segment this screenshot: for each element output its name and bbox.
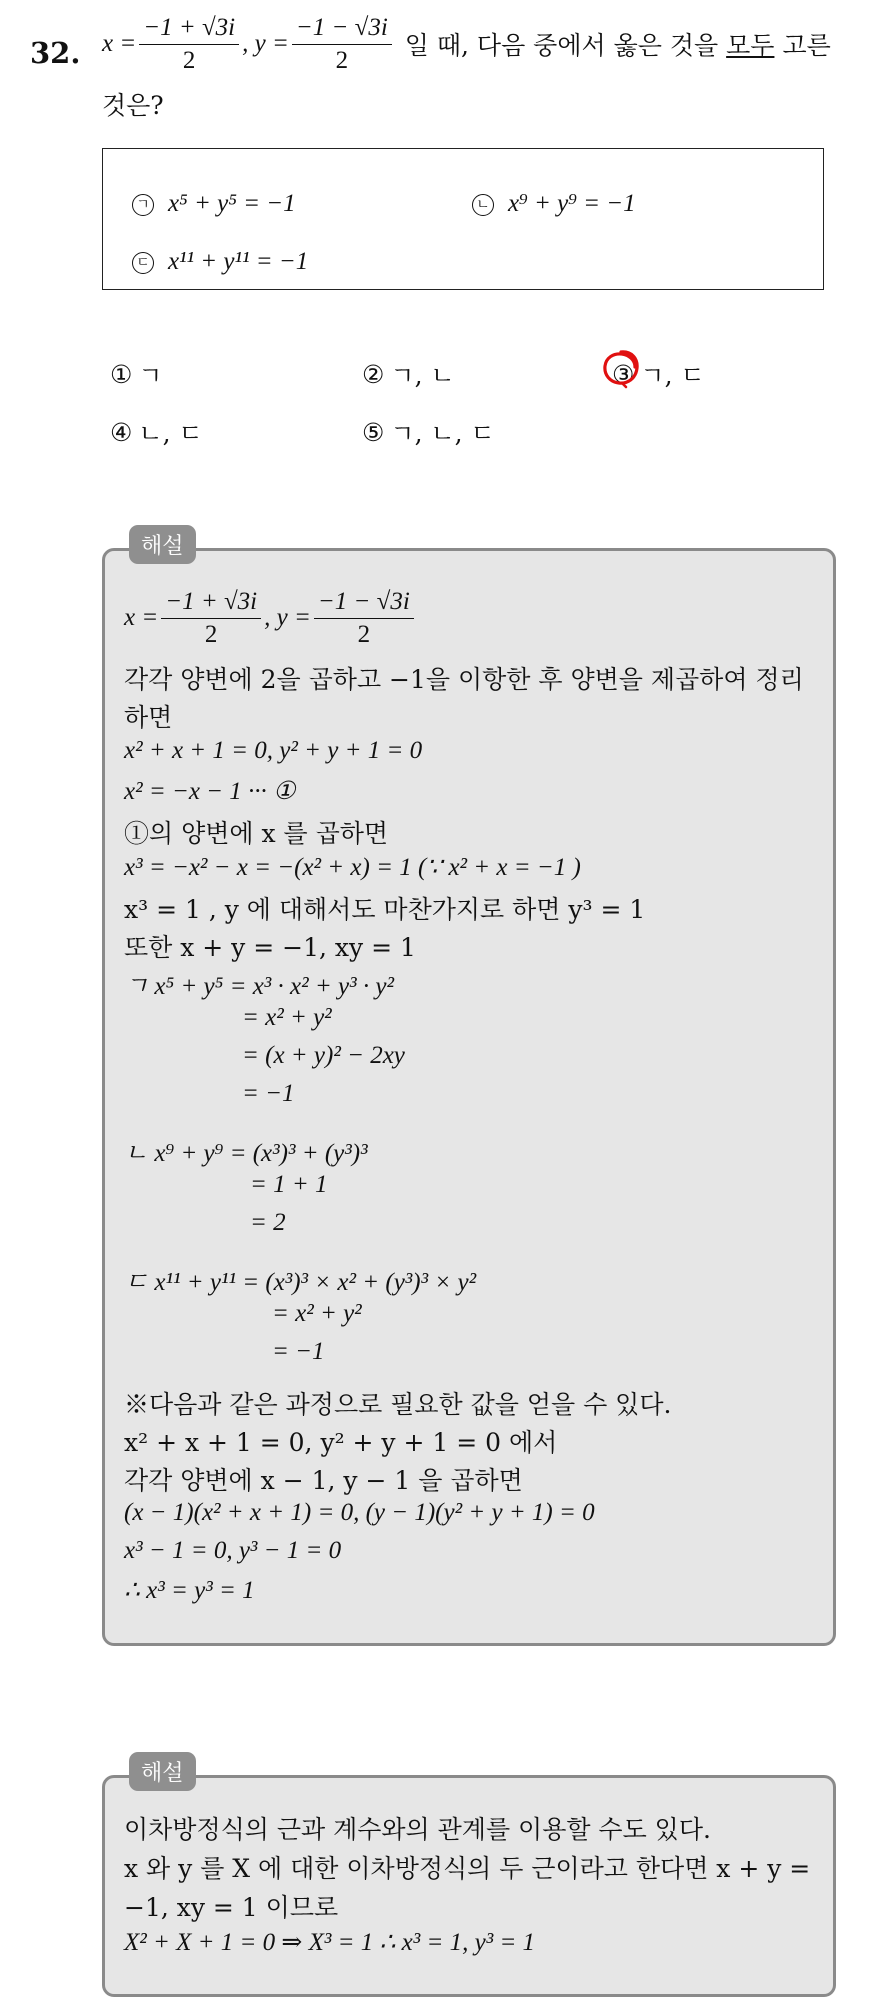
y-numerator: −1 − √3i: [314, 588, 414, 619]
x-equals: x =: [102, 30, 137, 57]
choice-text: ㄱ, ㄴ, ㄷ: [390, 419, 495, 448]
statement-item-3: [132, 246, 308, 276]
choice-text: ㄱ, ㄴ: [390, 361, 455, 390]
solution-line: = −1: [272, 1338, 325, 1365]
choice-1[interactable]: [110, 356, 163, 392]
choice-text: ㄴ, ㄷ: [138, 419, 203, 448]
solution-line: x 와 y 를 X 에 대한 이차방정식의 두 근이라고 한다면 x + y =: [124, 1854, 811, 1883]
y-denominator: 2: [335, 46, 349, 74]
solution-line: = x² + y²: [242, 1004, 332, 1031]
y-denominator: 2: [357, 620, 371, 648]
statement-text: x⁹ + y⁹ = −1: [507, 190, 636, 217]
choice-number: ④: [110, 417, 133, 447]
y-numerator: −1 − √3i: [292, 14, 392, 45]
solution-line: x² + x + 1 = 0, y² + y + 1 = 0: [124, 737, 423, 764]
solution-line: x³ − 1 = 0, y³ − 1 = 0: [124, 1537, 342, 1564]
question-line-1: [102, 14, 831, 74]
solution-line: X² + X + 1 = 0 ⇒ X³ = 1 ∴ x³ = 1, y³ = 1: [124, 1929, 536, 1956]
x-equals: x =: [124, 604, 159, 631]
marker-nieun: ㄴ: [472, 194, 494, 216]
comma-y-equals: , y =: [242, 30, 289, 57]
y-fraction: [292, 14, 392, 74]
question-underlined-word: 모두: [726, 31, 775, 60]
statement-text: x¹¹ + y¹¹ = −1: [167, 248, 309, 275]
marker-digeut: ㄷ: [132, 252, 154, 274]
x-fraction: [161, 588, 261, 648]
question-number: 32.: [30, 36, 81, 70]
choice-2[interactable]: [362, 356, 455, 392]
solution-line: ※다음과 같은 과정으로 필요한 값을 얻을 수 있다.: [124, 1390, 672, 1419]
solution-line: 또한 x + y = −1, xy = 1: [124, 933, 416, 962]
solution-line: x³ = 1 , y 에 대해서도 마찬가지로 하면 y³ = 1: [124, 895, 646, 924]
solution-line: −1, xy = 1 이므로: [124, 1893, 339, 1922]
solution-line: = x² + y²: [272, 1300, 362, 1327]
solution-line: x² = −x − 1 ··· ①: [124, 778, 296, 805]
solution-line: (x − 1)(x² + x + 1) = 0, (y − 1)(y² + y + 1) = 0: [124, 1499, 595, 1526]
x-numerator: −1 + √3i: [139, 14, 239, 45]
solution-x-y-definition: [124, 588, 417, 648]
question-line-2: 것은?: [102, 91, 164, 120]
solution-line: x³ = −x² − x = −(x² + x) = 1 (∵ x² + x = −1 ): [124, 854, 581, 881]
x-numerator: −1 + √3i: [161, 588, 261, 619]
choice-text: ㄱ, ㄷ: [640, 361, 705, 390]
choice-text: ㄱ: [138, 361, 163, 390]
solution-line: ∴ x³ = y³ = 1: [124, 1577, 255, 1604]
x-denominator: 2: [204, 620, 218, 648]
solution-line: x² + x + 1 = 0, y² + y + 1 = 0 에서: [124, 1428, 558, 1457]
solution-line: 각각 양변에 x − 1, y − 1 을 곱하면: [124, 1466, 523, 1495]
solution-tag-1: 해설: [129, 525, 196, 564]
choice-3[interactable]: [612, 356, 705, 392]
x-denominator: 2: [182, 46, 196, 74]
solution-line: 하면: [124, 703, 173, 732]
y-fraction: [314, 588, 414, 648]
solution-line: = (x + y)² − 2xy: [242, 1042, 405, 1069]
solution-tag-2: 해설: [129, 1752, 196, 1791]
choice-number: ⑤: [362, 417, 385, 447]
statement-item-2: [472, 188, 636, 218]
solution-panel-2: [102, 1775, 836, 1997]
marker-giyeok: ㄱ: [132, 194, 154, 216]
statement-text: x⁵ + y⁵ = −1: [167, 190, 296, 217]
choice-number: ③: [612, 359, 635, 389]
solution-line: ㄷ x¹¹ + y¹¹ = (x³)³ × x² + (y³)³ × y²: [124, 1269, 477, 1296]
comma-y-equals: , y =: [264, 604, 311, 631]
x-fraction: [139, 14, 239, 74]
statement-item-1: [132, 188, 296, 218]
solution-line: = −1: [242, 1080, 295, 1107]
choice-5[interactable]: [362, 414, 495, 450]
solution-line: = 2: [250, 1209, 286, 1236]
question-text-a: 일 때, 다음 중에서 옳은 것을: [404, 31, 719, 60]
solution-line: = 1 + 1: [250, 1171, 328, 1198]
choice-4[interactable]: [110, 414, 203, 450]
solution-line: ㄱ x⁵ + y⁵ = x³ · x² + y³ · y²: [124, 973, 394, 1000]
solution-line: 각각 양변에 2을 곱하고 −1을 이항한 후 양변을 제곱하여 정리: [124, 665, 804, 694]
choice-number: ①: [110, 359, 133, 389]
choice-number: ②: [362, 359, 385, 389]
solution-line: ㄴ x⁹ + y⁹ = (x³)³ + (y³)³: [124, 1140, 368, 1167]
solution-line: ①의 양변에 x 를 곱하면: [124, 819, 389, 848]
question-text-b: 고른: [782, 31, 831, 60]
solution-line: 이차방정식의 근과 계수와의 관계를 이용할 수도 있다.: [124, 1815, 711, 1844]
